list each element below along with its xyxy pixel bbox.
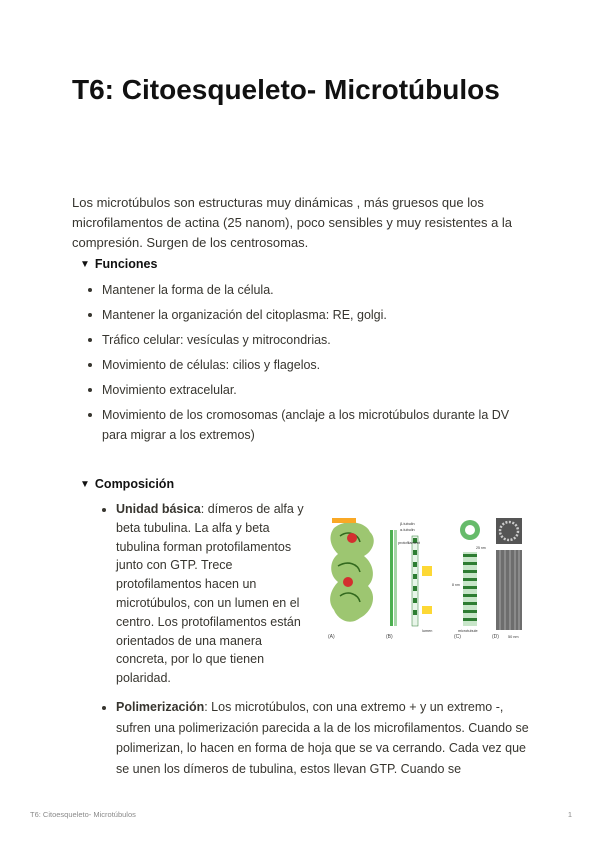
label-alpha-tubulin: α-tubulin — [400, 528, 415, 532]
microtubule-figure — [326, 516, 526, 642]
label-25nm: 25 nm — [476, 546, 486, 550]
funciones-list — [102, 280, 532, 450]
tubulin-dimer-structure — [330, 518, 374, 622]
list-item: Mantener la organización del citoplasma: RE, golgi. — [102, 305, 532, 325]
list-item: Movimiento de células: cilios y flagelos. — [102, 355, 532, 375]
toggle-composicion[interactable] — [80, 477, 174, 491]
label-beta-tubulin: β-tubulin — [400, 522, 415, 526]
panel-label-a: (A) — [328, 634, 335, 640]
label-microtubule: microtubule — [458, 629, 478, 633]
toggle-arrow-icon: ▼ — [80, 478, 90, 490]
toggle-funciones-label: Funciones — [94, 257, 158, 271]
bullet-icon — [102, 706, 106, 710]
panel-label-c: (C) — [454, 634, 461, 640]
term-unidad-basica: Unidad básica — [116, 502, 201, 516]
panel-label-d: (D) — [492, 634, 499, 640]
label-lumen: lumen — [422, 629, 433, 633]
list-item: Mantener la forma de la célula. — [102, 280, 532, 300]
label-8nm: 8 nm — [452, 583, 460, 587]
toggle-funciones[interactable] — [80, 257, 157, 271]
page-footer — [30, 810, 572, 819]
toggle-composicion-label: Composición — [94, 477, 175, 491]
list-item: Tráfico celular: vesículas y mitrocondrias. — [102, 330, 532, 350]
page-number: 1 — [567, 810, 572, 819]
label-50nm: 50 nm — [508, 635, 519, 639]
polimerizacion-text: : Los microtúbulos, con una extremo + y un extremo -, sufren una polimerización parecida a la de los microfilamentos. Cuando se polimerizan, lo hacen en forma de hoja que se va cerrando. Cada vez que se unen los dímeros de tubulina, estos llevan GTP. Cuando se — [116, 700, 529, 776]
list-item: Movimiento extracelular. — [102, 380, 532, 400]
label-protofilament: protofilament — [398, 541, 420, 545]
composicion-item-polimerizacion — [116, 697, 534, 779]
panel-label-b: (B) — [386, 634, 393, 640]
list-item: Movimiento de los cromosomas (anclaje a los microtúbulos durante la DV para migrar a los extremos) — [102, 405, 532, 445]
toggle-arrow-icon: ▼ — [80, 258, 90, 270]
unidad-basica-text: : dímeros de alfa y beta tubulina. La alfa y beta tubulina forman protofilamentos junto con GTP. Trece protofilamentos hacen un microtúbulos, con un lumen en el centro. Los protofilamentos están orientados de una manera concreta, por lo que tienen polaridad. — [116, 502, 304, 686]
microtubule-model — [460, 520, 480, 626]
composicion-item-unidad — [116, 500, 316, 688]
intro-paragraph: Los microtúbulos son estructuras muy dinámicas , más gruesos que los microfilamentos de actina (25 nanom), poco sensibles y muy resistentes a la compresión. Surgen de los centrosomas. — [72, 195, 513, 250]
term-polimerizacion: Polimerización — [116, 700, 205, 714]
footer-title: T6: Citoesqueleto- Microtúbulos — [30, 810, 136, 819]
bullet-icon — [102, 508, 106, 512]
electron-micrographs — [496, 518, 522, 630]
page-title: T6: Citoesqueleto- Microtúbulos — [72, 74, 500, 105]
